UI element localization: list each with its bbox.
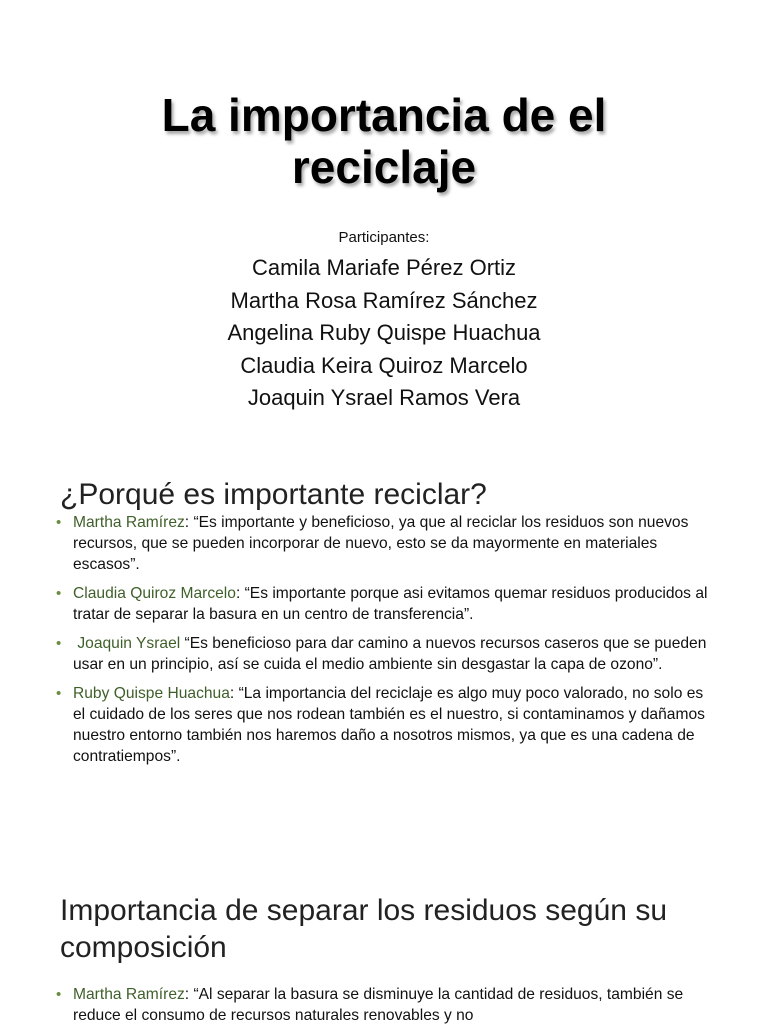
list-item <box>56 683 716 767</box>
bullet-icon: • <box>56 685 62 702</box>
list-item <box>56 633 716 675</box>
opinion-text: : “Es importante y beneficioso, ya que al reciclar los residuos son nuevos recursos, que se pueden incorporar de nuevo, esto se da mayormente en materiales escasos”. <box>73 514 689 573</box>
author-name: Martha Ramírez <box>73 514 185 531</box>
title-line-2: reciclaje <box>291 140 477 193</box>
author-name: Martha Ramírez <box>73 986 185 1003</box>
participant-name: Angelina Ruby Quispe Huachua <box>227 320 541 345</box>
participants-list <box>0 252 768 415</box>
page-title <box>0 89 768 193</box>
section-heading-why-recycle: ¿Porqué es importante reciclar? <box>60 478 487 511</box>
bullet-icon: • <box>56 635 62 652</box>
list-item <box>56 583 716 625</box>
opinions-list <box>56 512 716 775</box>
opinion-text: : “Es importante porque asi evitamos quemar residuos producidos al tratar de separar la basura en un centro de transferencia”. <box>73 585 708 623</box>
author-name: Claudia Quiroz Marcelo <box>73 585 236 602</box>
bullet-icon: • <box>56 514 62 531</box>
separation-opinions-list <box>56 984 716 1024</box>
list-item <box>56 984 716 1024</box>
participants-label: Participantes: <box>338 229 430 246</box>
title-line-1: La importancia de el <box>161 88 607 141</box>
participant-name: Joaquin Ysrael Ramos Vera <box>247 385 521 410</box>
opinion-text: “Es beneficioso para dar camino a nuevos recursos caseros que se pueden usar en un principio, así se cuida el medio ambiente sin desgastar la capa de ozono”. <box>73 635 707 673</box>
section-heading-separate-waste: Importancia de separar los residuos según su composición <box>60 894 668 964</box>
bullet-icon: • <box>56 585 62 602</box>
participant-name: Claudia Keira Quiroz Marcelo <box>240 352 528 378</box>
bullet-icon: • <box>56 986 62 1003</box>
list-item <box>56 512 716 575</box>
opinion-text: : “Al separar la basura se disminuye la cantidad de residuos, también se reduce el consumo de recursos naturales renovables y no <box>73 986 684 1024</box>
author-name: Ruby Quispe Huachua <box>73 685 230 702</box>
participant-name: Martha Rosa Ramírez Sánchez <box>230 287 538 313</box>
participant-name: Camila Mariafe Pérez Ortiz <box>251 255 517 280</box>
author-name: Joaquin Ysrael <box>77 635 181 652</box>
opinion-text: : “La importancia del reciclaje es algo muy poco valorado, no solo es el cuidado de los seres que nos rodean también es el nuestro, si contaminamos y dañamos nuestro entorno también nos haremos daño a nosotros mismos, ya que es una cadena de contratiempos”. <box>73 685 705 765</box>
